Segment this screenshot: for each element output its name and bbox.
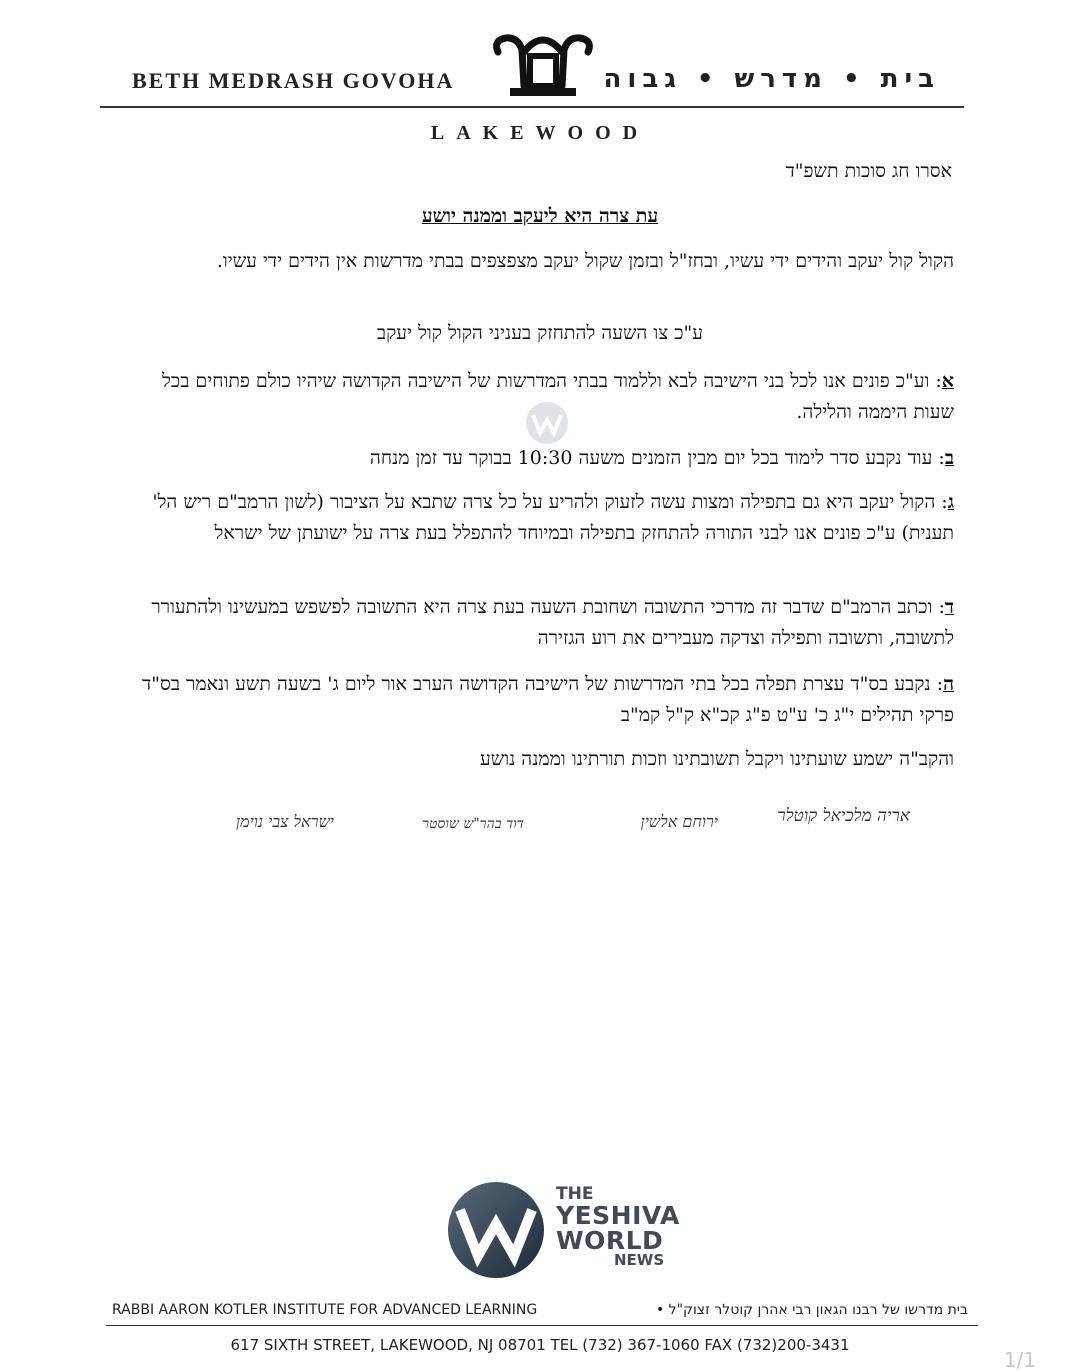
yeshiva-world-news-watermark-icon: [524, 400, 570, 446]
section-paragraph: [126, 487, 954, 549]
section-text: : נקבע בס"ד עצרת תפלה בכל בתי המדרשות של הישיבה הקדושה הערב אור ליום ג' בשעה תשע ונאמר בס"ד פרקי תהילים י"ג כ' ע"ט פ"ג קכ"א ק"ל קמ"ב: [142, 673, 954, 726]
signature: אריה מלכיאל קוטלר: [777, 806, 910, 826]
section-paragraph: [126, 443, 954, 474]
letterhead-hebrew-name: בית • מדרש • גבוה: [603, 64, 940, 94]
crown-torah-logo-icon: [488, 32, 598, 98]
call-to-action-line: ע"כ צו השעה להתחזק בעניני הקול קול יעקב: [376, 322, 704, 344]
section-text: : הקול יעקב היא גם בתפילה ומצות עשה לזעוק ולהריע על כל צרה שתבא על הציבור (לשון הרמב"ם ריש הל' תענית) ע"כ פונים אנו לבני התורה להתחזק בתפילה ובמיוחד להתפלל בעת צרה על ישועתן של ישראל: [152, 491, 954, 544]
footer-english: RABBI AARON KOTLER INSTITUTE FOR ADVANCED LEARNING: [112, 1302, 538, 1318]
brand-the: THE: [556, 1184, 594, 1204]
yeshiva-world-news-wordmark: [556, 1186, 680, 1268]
footer-hebrew: בית מדרשו של רבנו הגאון רבי אהרן קוטלר זצוק"ל •: [655, 1302, 968, 1318]
brand-world: WORLD: [556, 1226, 664, 1255]
brand-yeshiva: YESHIVA: [556, 1201, 680, 1230]
brand-news: NEWS: [614, 1251, 665, 1269]
letterhead-city: LAKEWOOD: [430, 122, 650, 144]
section-text: : וכתב הרמב"ם שדבר זה מדרכי התשובה ושחובת השעה בעת צרה היא התשובה לפשפש במעשינו ולהתעורר לתשובה, ותשובה ותפילה וצדקה מעבירים את רוע הגזירה: [151, 596, 954, 649]
section-label: ב: [944, 447, 954, 469]
footer-address: 617 SIXTH STREET, LAKEWOOD, NJ 08701 TEL (732) 367-1060 FAX (732)200-3431: [230, 1336, 850, 1354]
section-label: א: [941, 370, 954, 392]
section-label: ה: [943, 673, 954, 695]
section-text: : עוד נקבע סדר לימוד בכל יום מבין הזמנים משעה 10:30 בבוקר עד זמן מנחה: [369, 447, 945, 469]
section-paragraph: [126, 669, 954, 731]
signature: ישראל צבי נוימן: [236, 812, 334, 831]
footer-institute-line: [112, 1302, 968, 1318]
letterhead-divider: [100, 106, 964, 108]
section-paragraph: [126, 592, 954, 654]
intro-paragraph: הקול קול יעקב והידים ידי עשיו, ובחז"ל ובזמן שקול יעקב מצפצפים בבתי מדרשות אין הידים ידי עשיו.: [216, 250, 954, 272]
letterhead-english-name: BETH MEDRASH GOVOHA: [132, 68, 455, 93]
section-text: : וע"כ פונים אנו לכל בני הישיבה לבא וללמוד בבתי המדרשות של הישיבה הקדושה שיהיו כולם פתוחים בכל שעות היממה והלילה.: [162, 370, 954, 423]
section-label: ג: [947, 491, 954, 513]
yeshiva-world-news-logo-icon: [446, 1180, 546, 1280]
section-label: ד: [944, 596, 954, 618]
signature: ירוחם אלשין: [640, 812, 718, 831]
footer-divider: [106, 1325, 978, 1326]
letter-headline: עת צרה היא ליעקב וממנה יושע: [421, 205, 659, 227]
closing-line: והקב"ה ישמע שועתינו ויקבל תשובתינו וזכות תורתינו וממנה נושע: [480, 748, 954, 770]
signature: דוד בהר"ש שוסטר: [422, 816, 524, 832]
page-indicator: 1/1: [1003, 1348, 1036, 1372]
letter-date: אסרו חג סוכות תשפ"ד: [785, 160, 952, 182]
